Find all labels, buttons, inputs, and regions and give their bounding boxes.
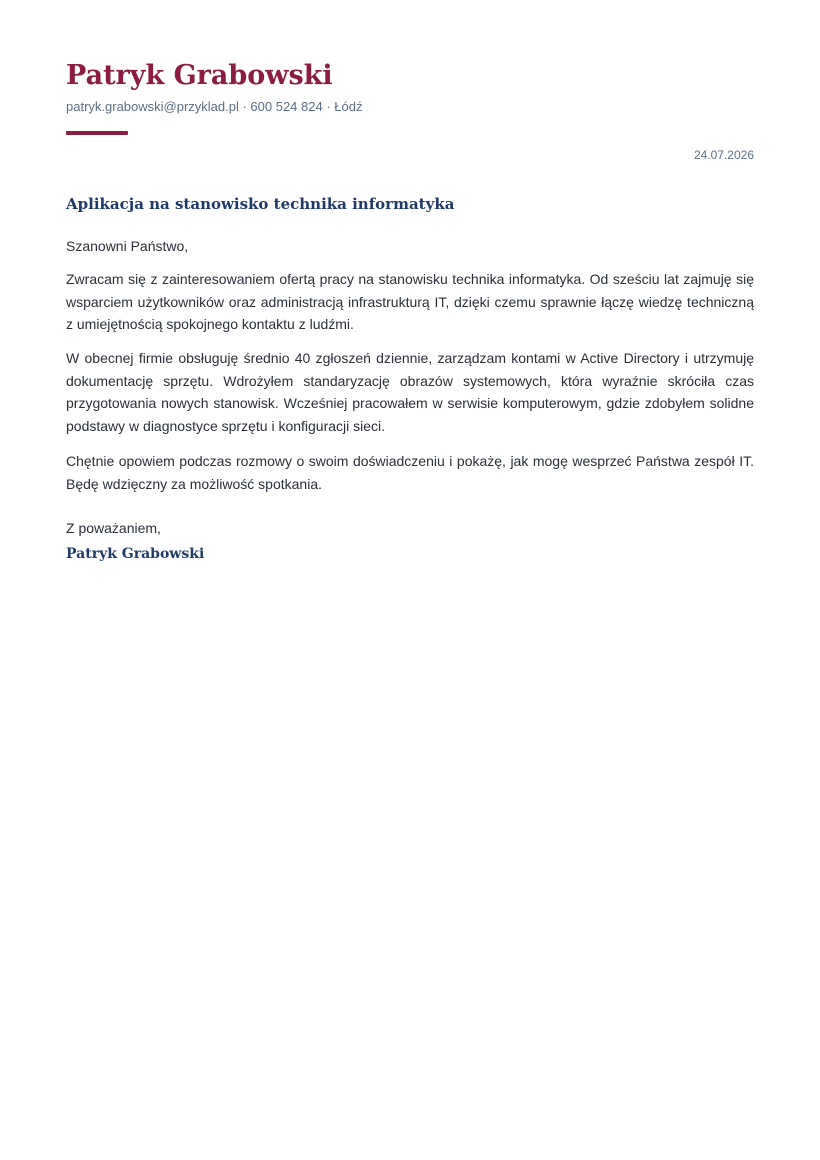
signature-name: Patryk Grabowski [66, 546, 205, 562]
body-paragraph-2: W obecnej firmie obsługuję średnio 40 zgłoszeń dziennie, zarządzam kontami w Active Directory i utrzymuję dokumentację sprzętu. Wdrożyłem standaryzację obrazów systemowych, która wyraźnie skróciła czas przygotowania nowych stanowisk. Wcześniej pracowałem w serwisie komputerowym, gdzie zdobyłem solidne podstawy w diagnostyce sprzętu i konfiguracji sieci. [66, 350, 754, 434]
letter-greeting: Szanowni Państwo, [66, 238, 189, 254]
letter-date: 24.07.2026 [693, 148, 754, 162]
letter-closing: Z poważaniem, [66, 520, 161, 536]
body-paragraph-3: Chętnie opowiem podczas rozmowy o swoim doświadczeniu i pokażę, jak mogę wesprzeć Państwa zespół IT. Będę wdzięczny za możliwość spotkania. [66, 453, 754, 492]
accent-divider [66, 131, 128, 135]
body-paragraph-1: Zwracam się z zainteresowaniem ofertą pracy na stanowisku technika informatyka. Od sześciu lat zajmuję się wsparciem użytkowników oraz administracją infrastrukturą IT, dzięki czemu sprawnie łączę wiedzę techniczną z umiejętnością spokojnego kontaktu z ludźmi. [66, 271, 754, 332]
sender-name: Patryk Grabowski [66, 60, 333, 91]
letter-subject: Aplikacja na stanowisko technika informatyka [66, 195, 455, 213]
sender-contact-line: patryk.grabowski@przyklad.pl · 600 524 824 · Łódź [66, 99, 363, 114]
